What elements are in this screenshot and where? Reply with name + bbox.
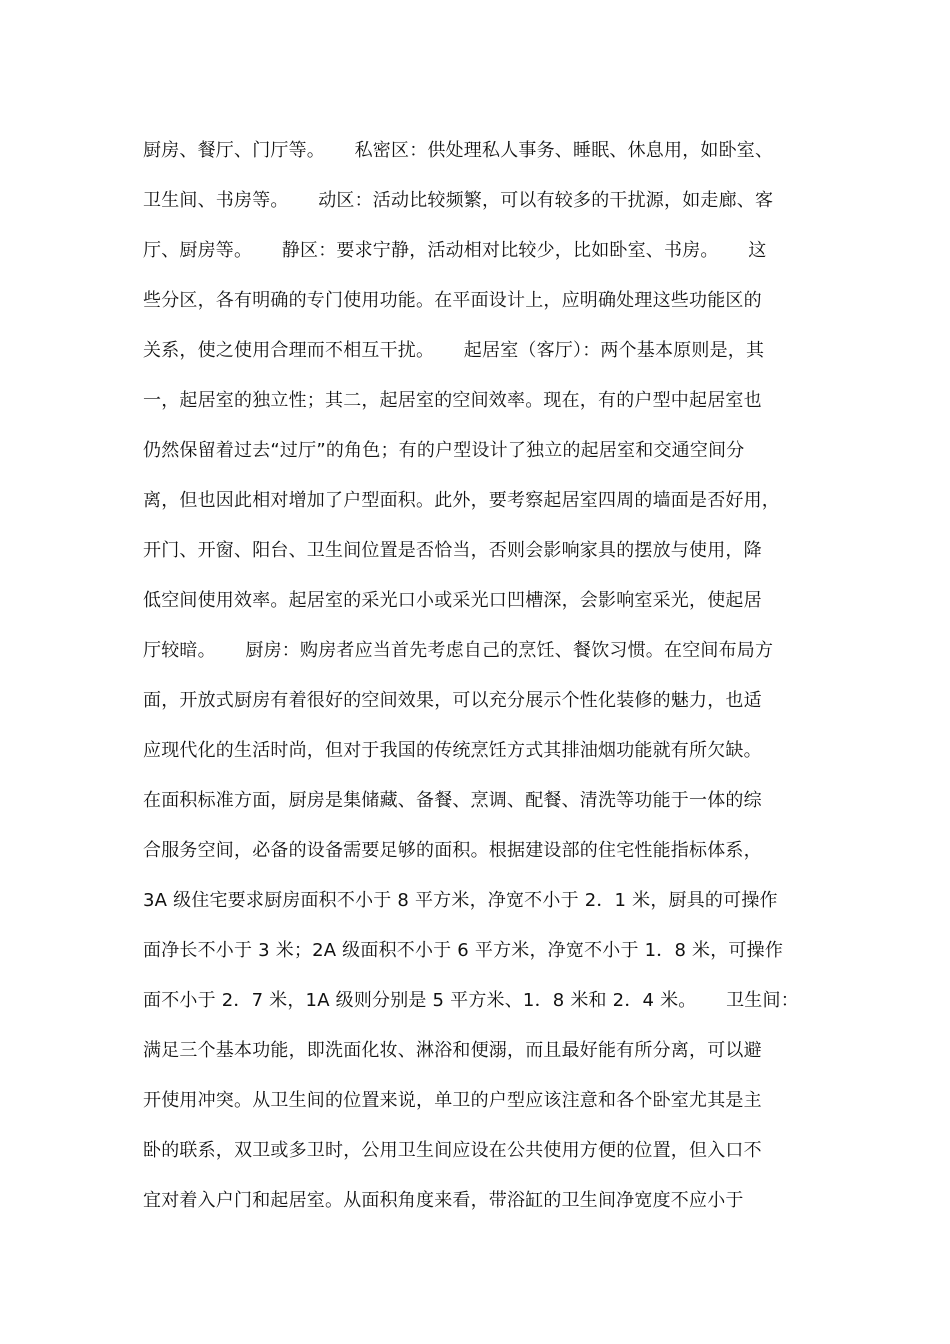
text-line: 面净长不小于 3 米；2A 级面积不小于 6 平方米，净宽不小于 1．8 米，可操作 bbox=[143, 940, 784, 961]
text-line: 宜对着入户门和起居室。从面积角度来看，带浴缸的卫生间净宽度不应小于 bbox=[143, 1190, 744, 1211]
text-line: 关系，使之使用合理而不相互干扰。 起居室（客厅）：两个基本原则是，其 bbox=[143, 340, 765, 361]
text-line: 3A 级住宅要求厨房面积不小于 8 平方米，净宽不小于 2．1 米，厨具的可操作 bbox=[143, 890, 778, 911]
text-line: 应现代化的生活时尚，但对于我国的传统烹饪方式其排油烟功能就有所欠缺。 bbox=[143, 740, 762, 761]
text-line: 卧的联系，双卫或多卫时，公用卫生间应设在公共使用方便的位置，但入口不 bbox=[143, 1140, 762, 1161]
text-line: 厅较暗。 厨房：购房者应当首先考虑自己的烹饪、餐饮习惯。在空间布局方 bbox=[143, 640, 774, 661]
text-line: 合服务空间，必备的设备需要足够的面积。根据建设部的住宅性能指标体系， bbox=[143, 840, 762, 861]
text-line: 一，起居室的独立性；其二，起居室的空间效率。现在，有的户型中起居室也 bbox=[143, 390, 762, 411]
text-line: 仍然保留着过去“过厅”的角色；有的户型设计了独立的起居室和交通空间分 bbox=[143, 440, 745, 461]
text-line: 厅、厨房等。 静区：要求宁静，活动相对比较少，比如卧室、书房。 这 bbox=[143, 240, 767, 261]
text-line: 低空间使用效率。起居室的采光口小或采光口凹槽深，会影响室采光，使起居 bbox=[143, 590, 762, 611]
text-line: 面，开放式厨房有着很好的空间效果，可以充分展示个性化装修的魅力，也适 bbox=[143, 690, 762, 711]
body-text bbox=[143, 133, 823, 1233]
text-line: 卫生间、书房等。 动区：活动比较频繁，可以有较多的干扰源，如走廊、客 bbox=[143, 190, 774, 211]
text-line: 离，但也因此相对增加了户型面积。此外，要考察起居室四周的墙面是否好用， bbox=[143, 490, 780, 511]
text-line: 满足三个基本功能，即洗面化妆、淋浴和便溺，而且最好能有所分离，可以避 bbox=[143, 1040, 762, 1061]
text-line: 开使用冲突。从卫生间的位置来说，单卫的户型应该注意和各个卧室尤其是主 bbox=[143, 1090, 762, 1111]
text-line: 厨房、餐厅、门厅等。 私密区：供处理私人事务、睡眠、休息用，如卧室、 bbox=[143, 140, 774, 161]
text-line: 些分区，各有明确的专门使用功能。在平面设计上，应明确处理这些功能区的 bbox=[143, 290, 762, 311]
text-line: 在面积标准方面，厨房是集储藏、备餐、烹调、配餐、清洗等功能于一体的综 bbox=[143, 790, 762, 811]
text-line: 开门、开窗、阳台、卫生间位置是否恰当，否则会影响家具的摆放与使用，降 bbox=[143, 540, 762, 561]
text-line: 面不小于 2．7 米，1A 级则分别是 5 平方米、1．8 米和 2．4 米。 卫生间： bbox=[143, 990, 799, 1011]
